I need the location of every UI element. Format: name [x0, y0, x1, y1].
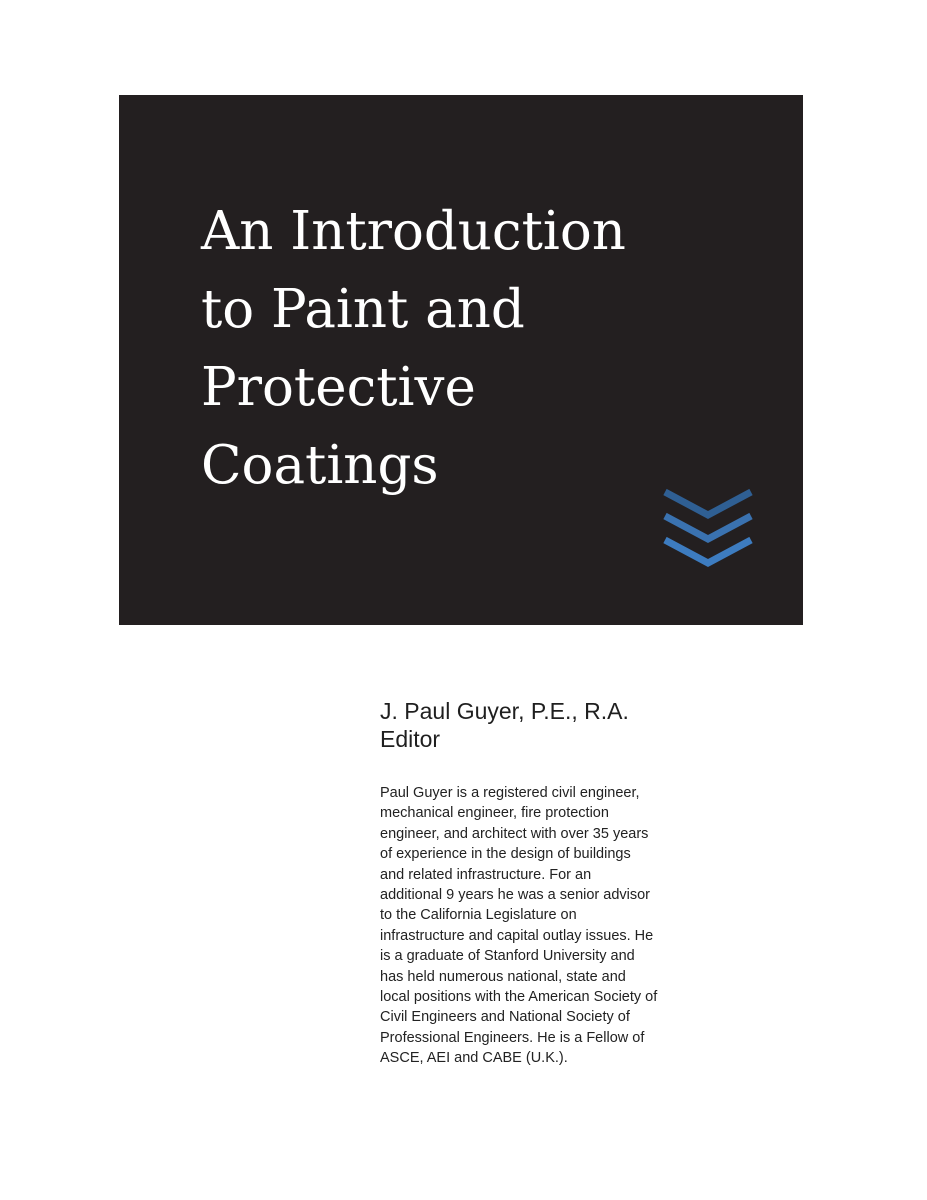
bio-line: additional 9 years he was a senior advisor — [380, 887, 651, 904]
book-title-line-1: An Introduction — [201, 201, 626, 262]
bio-line: Civil Engineers and National Society of — [380, 1009, 630, 1026]
chevron-top — [665, 492, 751, 515]
cover-title-panel — [119, 95, 803, 625]
triple-chevron-down-icon — [661, 488, 755, 570]
author-role: Editor — [380, 726, 441, 752]
bio-line: to the California Legislature on — [380, 907, 577, 924]
bio-line: of experience in the design of buildings — [380, 846, 631, 863]
bio-line: mechanical engineer, fire protection — [380, 805, 609, 822]
book-title — [201, 193, 761, 505]
bio-line: Professional Engineers. He is a Fellow of — [380, 1029, 645, 1046]
bio-line: engineer, and architect with over 35 years — [380, 825, 649, 842]
book-title-line-4: Coatings — [201, 435, 439, 496]
bio-line: and related infrastructure. For an — [380, 866, 592, 883]
book-title-line-3: Protective — [201, 357, 476, 418]
bio-line: has held numerous national, state and — [380, 968, 626, 985]
book-title-line-2: to Paint and — [201, 279, 525, 340]
author-name: J. Paul Guyer, P.E., R.A. — [380, 698, 629, 724]
chevron-bottom — [665, 540, 751, 563]
chevron-middle — [665, 516, 751, 539]
bio-line: ASCE, AEI and CABE (U.K.). — [380, 1050, 568, 1067]
bio-line: is a graduate of Stanford University and — [380, 948, 635, 965]
bio-line: local positions with the American Society of — [380, 989, 658, 1006]
author-block — [380, 697, 760, 1069]
bio-line: Paul Guyer is a registered civil engineer, — [380, 785, 640, 801]
bio-line: infrastructure and capital outlay issues. He — [380, 927, 654, 944]
author-bio — [380, 783, 760, 1069]
